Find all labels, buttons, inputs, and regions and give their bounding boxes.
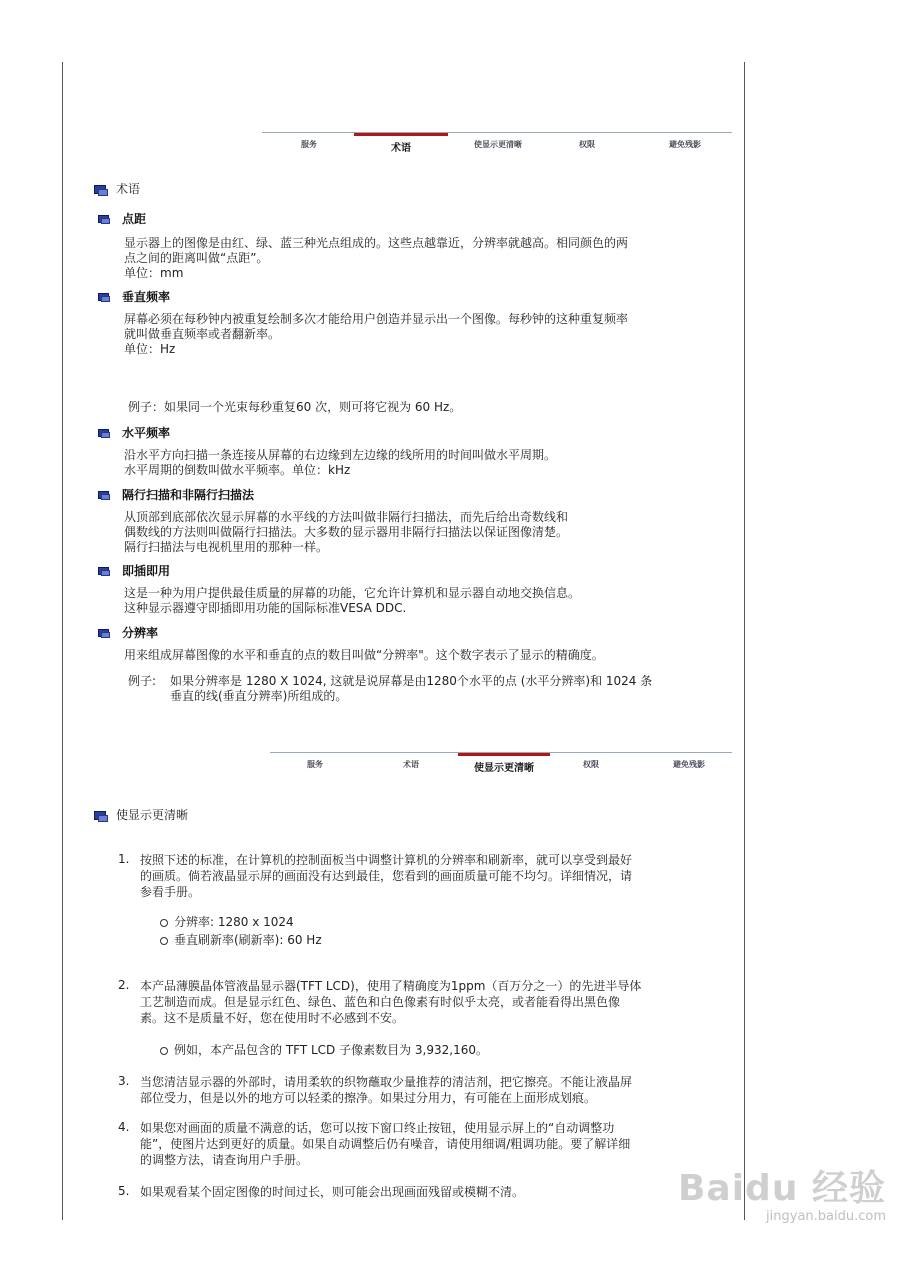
text-line: 隔行扫描法与电视机里用的那种一样。 [124,540,329,554]
text-line: 的画质。倘若液晶显示屏的画面没有达到最佳，您看到的画面质量可能不均匀。详细情况，请 [140,869,633,883]
text-line: 本产品薄膜晶体管液晶显示器(TFT LCD)，使用了精确度为1ppm（百万分之一）的先进半导体 [140,979,642,993]
circle-bullet-icon [160,1047,168,1055]
term-body-resolution [124,648,604,663]
term-body-horizontal-frequency [124,448,556,478]
tab-rights[interactable]: 权限 [583,760,599,769]
term-body-vertical-frequency [124,312,628,357]
term-title: 即插即用 [122,564,171,578]
list-number: 5. [118,1184,130,1198]
tab-avoid-afterimage[interactable]: 避免残影 [673,760,705,769]
sub-text: 例如，本产品包含的 TFT LCD 子像素数目为 3,932,160。 [174,1043,488,1057]
term-heading-interlace [98,486,254,503]
text-line: 的调整方法，请查询用户手册。 [140,1153,309,1167]
list-number: 1. [118,852,130,866]
text-line: 用来组成屏幕图像的水平和垂直的点的数目叫做“分辨率"。这个数字表示了显示的精确度。 [124,648,604,662]
text-line: 按照下述的标准，在计算机的控制面板当中调整计算机的分辨率和刷新率，就可以享受到最好 [140,853,633,867]
text-line: 就叫做垂直频率或者翻新率。 [124,327,281,341]
term-heading-plug-and-play [98,562,170,579]
text-line: 水平周期的倒数叫做水平频率。单位：kHz [124,463,351,477]
tab-service[interactable]: 服务 [307,760,323,769]
term-title: 垂直频率 [122,290,171,304]
text-line: 当您清洁显示器的外部时，请用柔软的织物蘸取少量推荐的清洁剂，把它擦亮。不能让液晶屏 [140,1075,633,1089]
text-line: 显示器上的图像是由红、绿、蓝三种光点组成的。这些点越靠近，分辨率就越高。相同颜色的两 [124,236,629,250]
sub-list-item [160,1042,488,1058]
term-title: 隔行扫描和非隔行扫描法 [122,488,255,502]
tab-terminology[interactable]: 术语 [403,760,419,769]
term-heading-horizontal-frequency [98,424,170,441]
text-line: 参看手册。 [140,885,201,899]
list-item-3 [140,1074,710,1106]
list-item-4 [140,1120,710,1168]
section-title-text: 使显示更清晰 [116,808,189,822]
right-border-line [744,62,745,1220]
text-line: 屏幕必须在每秒钟内被重复绘制多次才能给用户创造并显示出一个图像。每秒钟的这种重复频率 [124,312,629,326]
text-line: 素。这不是质量不好，您在使用时不必感到不安。 [140,1011,405,1025]
example-label-resolution: 例子: [128,674,157,688]
baidu-jingyan-watermark [678,1160,886,1224]
watermark-url: jingyan.baidu.com [766,1209,886,1224]
text-line: 垂直的线(垂直分辨率)所组成的。 [170,689,348,703]
term-title: 分辨率 [122,626,159,640]
section-title-clearer-display [94,806,188,823]
top-nav-bar [262,132,732,159]
bullet-icon [98,629,110,638]
term-title: 点距 [122,212,147,226]
section-bullet-icon [94,811,108,821]
section-title-terminology [94,180,140,197]
text-line: 如果您对画面的质量不满意的话，您可以按下窗口终止按钮，使用显示屏上的“自动调整功 [140,1121,615,1135]
tab-terminology[interactable]: 术语 [354,133,448,154]
list-number: 4. [118,1120,130,1134]
tab-service[interactable]: 服务 [301,140,317,149]
list-number: 3. [118,1074,130,1088]
sub-list-item [160,932,322,948]
circle-bullet-icon [160,919,168,927]
text-line: 从顶部到底部依次显示屏幕的水平线的方法叫做非隔行扫描法，而先后给出奇数线和 [124,510,569,524]
bottom-nav-bar [270,752,732,779]
bullet-icon [98,215,110,224]
text-line: 沿水平方向扫描一条连接从屏幕的右边缘到左边缘的线所用的时间叫做水平周期。 [124,448,557,462]
tab-clearer-display[interactable]: 使显示更清晰 [474,140,522,149]
text-line: 部位受力，但是以外的地方可以轻柔的擦净。如果过分用力，有可能在上面形成划痕。 [140,1091,597,1105]
term-heading-resolution [98,624,158,641]
bullet-icon [98,491,110,500]
tab-clearer-display[interactable]: 使显示更清晰 [458,753,550,774]
term-title: 水平频率 [122,426,171,440]
list-item-2 [140,978,710,1026]
sub-text: 垂直刷新率(刷新率): 60 Hz [174,933,322,947]
example-vertical-frequency: 例子：如果同一个光束每秒重复60 次，则可将它视为 60 Hz。 [128,400,462,414]
bullet-icon [98,293,110,302]
tab-rights[interactable]: 权限 [579,140,595,149]
term-heading-dot-pitch [98,210,146,227]
term-body-dot-pitch [124,236,628,281]
term-body-interlace [124,510,568,555]
text-line: 如果观看某个固定图像的时间过长，则可能会出现画面残留或模糊不清。 [140,1185,525,1199]
text-line: 单位：mm [124,266,184,280]
list-item-5 [140,1184,710,1200]
section-title-text: 术语 [116,182,141,196]
list-number: 2. [118,978,130,992]
sub-list-item [160,914,294,930]
text-line: 工艺制造而成。但是显示红色、绿色、蓝色和白色像素有时似乎太亮，或者能看得出黑色像 [140,995,621,1009]
sub-text: 分辨率: 1280 x 1024 [174,915,294,929]
example-text-resolution [170,674,652,704]
watermark-logo-text: Baidu 经验 [677,1168,886,1209]
section-bullet-icon [94,185,108,195]
term-body-plug-and-play [124,586,580,616]
list-item-1 [140,852,710,900]
bullet-icon [98,429,110,438]
text-line: 这是一种为用户提供最佳质量的屏幕的功能，它允许计算机和显示器自动地交换信息。 [124,586,581,600]
bullet-icon [98,567,110,576]
text-line: 点之间的距离叫做“点距”。 [124,251,269,265]
text-line: 偶数线的方法则叫做隔行扫描法。大多数的显示器用非隔行扫描法以保证图像清楚。 [124,525,569,539]
text-line: 单位：Hz [124,342,176,356]
text-line: 这种显示器遵守即插即用功能的国际标准VESA DDC. [124,601,407,615]
text-line: 如果分辨率是 1280 X 1024, 这就是说屏幕是由1280个水平的点 (水平分辨率)和 1024 条 [170,674,653,688]
circle-bullet-icon [160,937,168,945]
term-heading-vertical-frequency [98,288,170,305]
tab-avoid-afterimage[interactable]: 避免残影 [669,140,701,149]
text-line: 能”，使图片达到更好的质量。如果自动调整后仍有噪音，请使用细调/粗调功能。要了解详细 [140,1137,631,1151]
left-border-line [62,62,63,1220]
